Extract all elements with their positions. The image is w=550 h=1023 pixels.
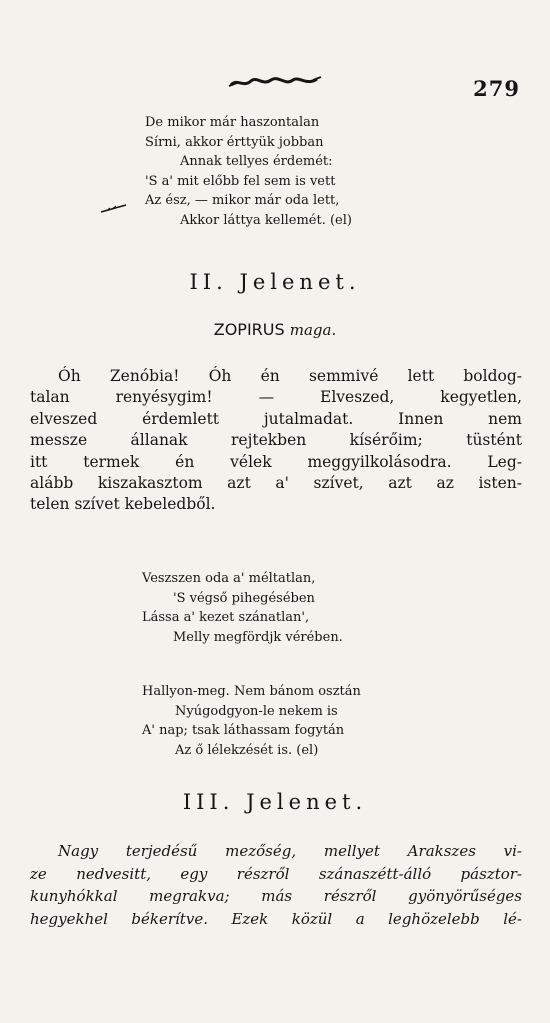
prose-line: itt termek én vélek meggyilkolásodra. Leg- xyxy=(30,452,522,471)
verse-line: A' nap; tsak láthassam fogytán xyxy=(142,723,345,738)
speech-paragraph xyxy=(30,366,522,516)
speaker-line xyxy=(0,320,550,339)
prose-line: messze állanak rejtekben kísérőim; tüstént xyxy=(30,431,522,450)
stage-direction-paragraph xyxy=(30,840,522,930)
speaker-role: maga. xyxy=(289,321,337,339)
verse-line: Nyúgodgyon-le nekem is xyxy=(175,703,338,719)
page-number: 279 xyxy=(473,76,520,101)
prose-line: ze nedvesitt, egy részről szánaszétt-álló pásztor- xyxy=(30,864,522,883)
verse-line: Akkor láttya kellemét. (el) xyxy=(180,212,352,228)
verse-line: De mikor már haszontalan xyxy=(145,115,320,130)
prose-line: alább kiszakasztom azt a' szívet, azt az isten- xyxy=(30,474,522,493)
verse-line: Annak tellyes érdemét: xyxy=(180,154,333,169)
verse-line: 'S a' mit előbb fel sem is vett xyxy=(145,173,336,189)
prose-line: Óh Zenóbia! Óh én semmivé lett boldog- xyxy=(58,367,522,385)
verse-line: Az ő lélekzését is. (el) xyxy=(175,742,319,758)
speaker-name: ZOPIRUS xyxy=(213,320,285,339)
verse-line: Sírni, akkor érttyük jobban xyxy=(145,134,324,150)
scene-heading-2: II. Jelenet. xyxy=(189,270,361,294)
scene-heading-3: III. Jelenet. xyxy=(182,790,368,814)
verse-line: Az ész, — mikor már oda lett, xyxy=(145,193,340,208)
prose-line: talan renyésygim! — Elveszed, kegyetlen, xyxy=(30,388,522,407)
prose-line: kunyhókkal megrakva; más részről gyönyörűséges xyxy=(30,887,522,905)
verse-stanza-2 xyxy=(142,569,343,647)
prose-line: hegyekhel békerítve. Ezek közül a leghözelebb lé- xyxy=(30,909,522,928)
prose-line: Nagy terjedésű mezőség, mellyet Arakszes vi- xyxy=(58,842,522,860)
margin-pen-mark-icon xyxy=(100,203,128,213)
verse-stanza-3 xyxy=(142,682,361,760)
printer-ornament-icon xyxy=(227,74,323,90)
prose-line: telen szívet kebeledből. xyxy=(30,495,216,514)
verse-stanza-1 xyxy=(145,113,352,230)
verse-line: Hallyon-meg. Nem bánom osztán xyxy=(142,684,361,699)
verse-line: Melly megfördjk vérében. xyxy=(173,629,343,645)
verse-line: Lássa a' kezet szánatlan', xyxy=(142,610,310,625)
prose-line: elveszed érdemlett jutalmadat. Innen nem xyxy=(30,409,522,428)
verse-line: 'S végső pihegésében xyxy=(173,590,315,606)
verse-line: Veszszen oda a' méltatlan, xyxy=(142,571,316,586)
